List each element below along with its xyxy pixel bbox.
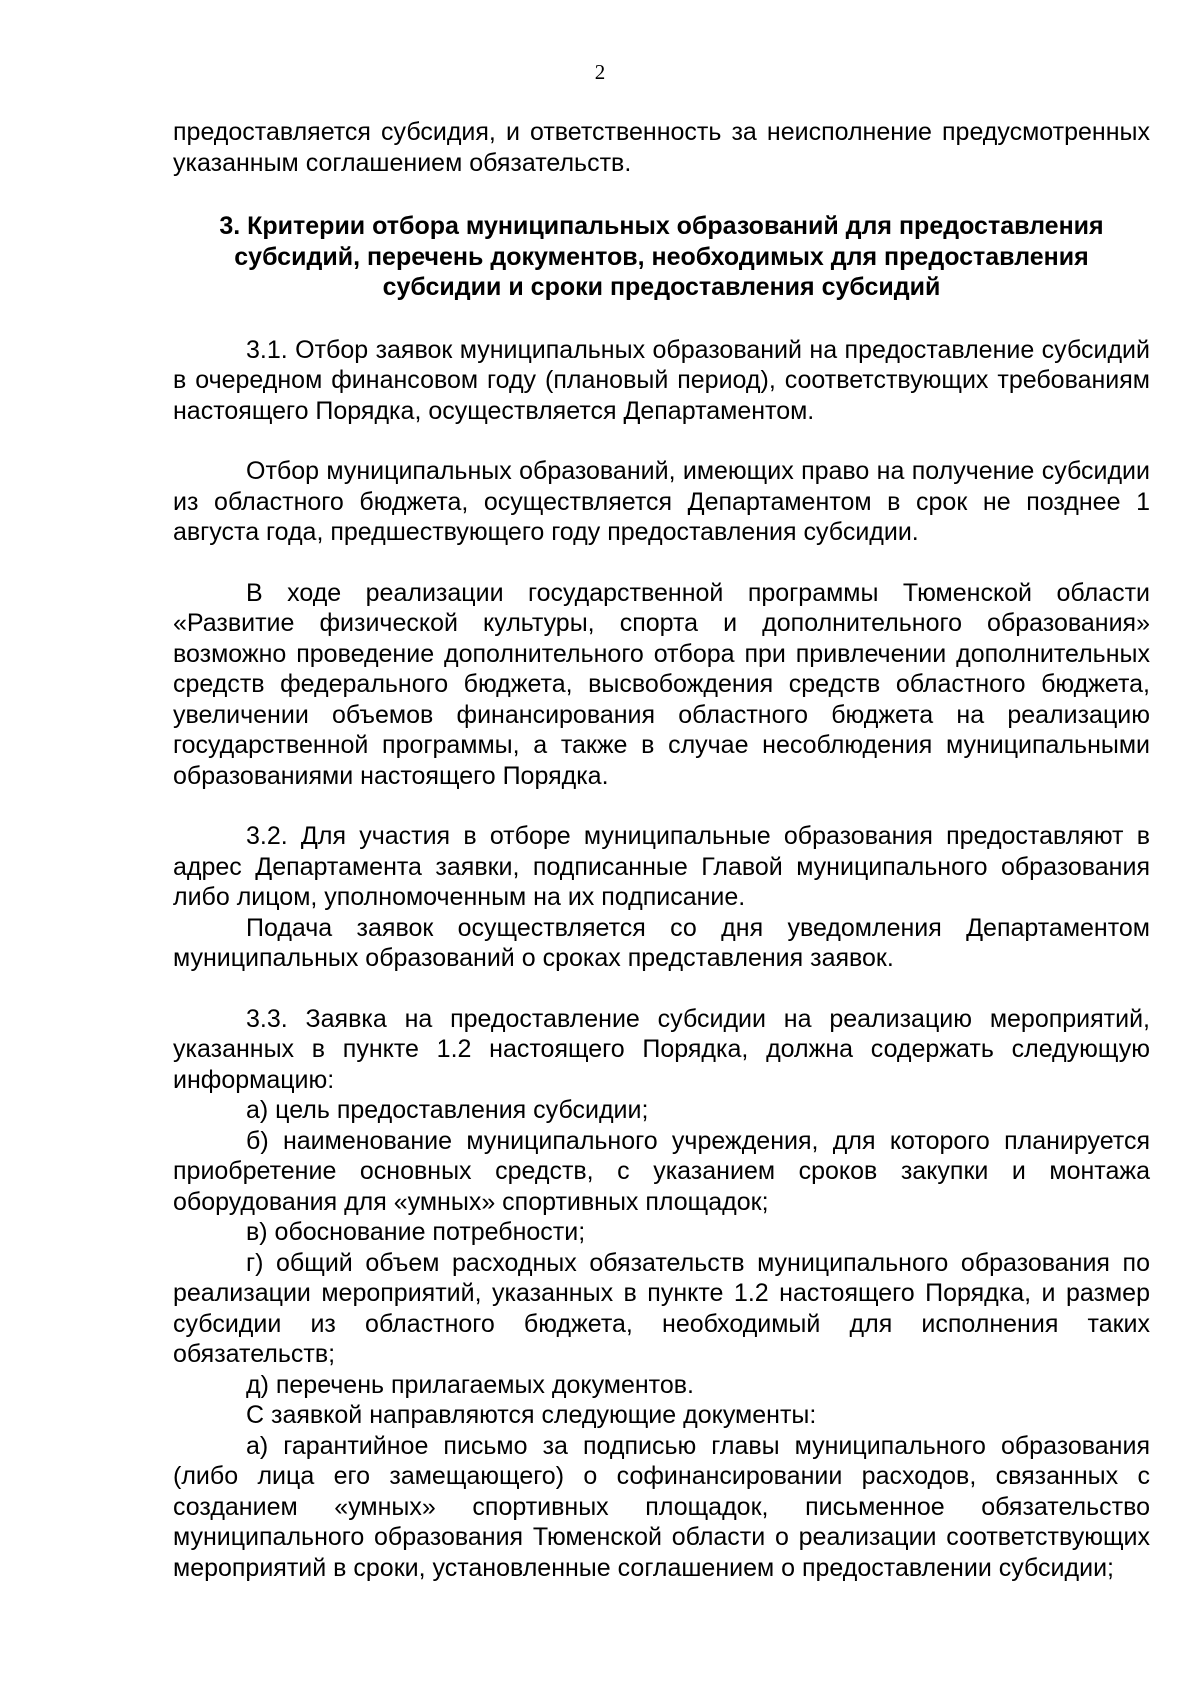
paragraph-3-2: 3.2. Для участия в отборе муниципальные образования предоставляют в адрес Департамента заявки, подписанные Главой муниципального образования либо лицом, уполномоченным на их подписание. — [173, 822, 1150, 911]
list-item: а) гарантийное письмо за подписью главы муниципального образования (либо лица его замещающего) о софинансировании расходов, связанных с созданием «умных» спортивных площадок, письменное обязательство муниципального образования Тюменской области о реализации соответствующих мероприятий в сроки, установленные соглашением о предоставлении субсидии; — [173, 1431, 1150, 1582]
paragraph-submission: Подача заявок осуществляется со дня уведомления Департаментом муниципальных образований о сроках представления заявок. — [173, 913, 1150, 972]
documents-intro: С заявкой направляются следующие документы: — [246, 1401, 817, 1429]
list-item: а) цель предоставления субсидии; — [246, 1096, 649, 1124]
intro-paragraph: предоставляется субсидия, и ответственность за неисполнение предусмотренных указанным соглашением обязательств. — [173, 118, 1150, 177]
section-heading-line: субсидий, перечень документов, необходимых для предоставления — [234, 242, 1089, 271]
list-item: д) перечень прилагаемых документов. — [246, 1370, 694, 1399]
list-item: г) общий объем расходных обязательств муниципального образования по реализации мероприятий, указанных в пункте 1.2 настоящего Порядка, и размер субсидии из областного бюджета, необходимый для исполнения таких обязательств; — [173, 1248, 1150, 1368]
paragraph-additional-selection: В ходе реализации государственной программы Тюменской области «Развитие физической культуры, спорта и дополнительного образования» возможно проведение дополнительного отбора при привлечении дополнительных средств федерального бюджета, высвобождения средств областного бюджета, увеличении объемов финансирования областного бюджета на реализацию государственной программы, а также в случае несоблюдения муниципальными образованиями настоящего Порядка. — [173, 578, 1150, 790]
list-item: б) наименование муниципального учреждения, для которого планируется приобретение основных средств, с указанием сроков закупки и монтажа оборудования для «умных» спортивных площадок; — [173, 1126, 1150, 1216]
section-heading-line: 3. Критерии отбора муниципальных образований для предоставления — [219, 212, 1104, 240]
page-number: 2 — [594, 60, 606, 84]
section-heading-line: субсидии и сроки предоставления субсидий — [382, 273, 941, 301]
paragraph-3-1: 3.1. Отбор заявок муниципальных образований на предоставление субсидий в очередном финансовом году (плановый период), соответствующих требованиям настоящего Порядка, осуществляется Департаментом. — [173, 335, 1150, 425]
paragraph-selection-deadline: Отбор муниципальных образований, имеющих право на получение субсидии из областного бюджета, осуществляется Департаментом в срок не позднее 1 августа года, предшествующего году предоставления субсидии. — [173, 457, 1150, 546]
document-body — [173, 117, 1150, 1583]
paragraph-3-3: 3.3. Заявка на предоставление субсидии на реализацию мероприятий, указанных в пункте 1.2 настоящего Порядка, должна содержать следующую информацию: — [173, 1004, 1150, 1094]
list-item: в) обоснование потребности; — [246, 1218, 586, 1246]
section-heading — [173, 211, 1150, 303]
